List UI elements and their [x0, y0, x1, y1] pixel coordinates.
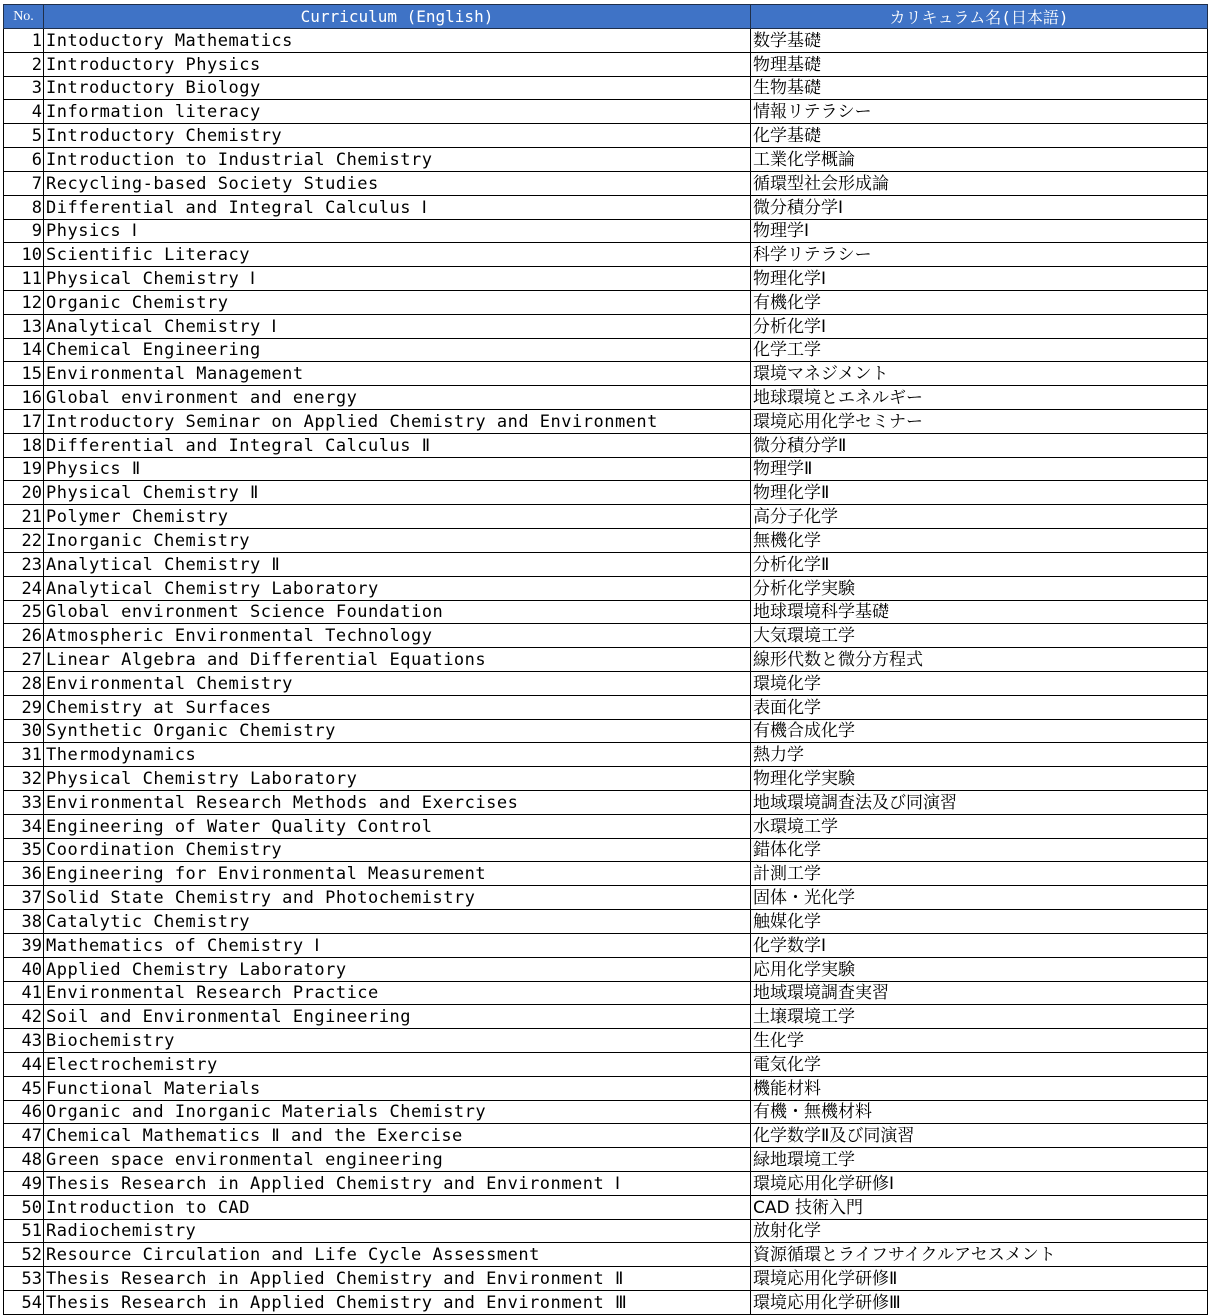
table-row — [4, 838, 1208, 862]
course-name-japanese: 分析化学Ⅰ — [751, 314, 1208, 338]
course-name-english: Inorganic Chemistry — [44, 529, 751, 553]
table-row — [4, 576, 1208, 600]
row-number: 46 — [4, 1100, 44, 1124]
course-name-japanese: 有機化学 — [751, 290, 1208, 314]
course-name-japanese: 地球環境科学基礎 — [751, 600, 1208, 624]
row-number: 47 — [4, 1124, 44, 1148]
course-name-english: Thesis Research in Applied Chemistry and Environment Ⅰ — [44, 1172, 751, 1196]
course-name-english: Organic Chemistry — [44, 290, 751, 314]
course-name-japanese: 無機化学 — [751, 529, 1208, 553]
table-row — [4, 505, 1208, 529]
course-name-japanese: 有機合成化学 — [751, 719, 1208, 743]
course-name-japanese: 分析化学実験 — [751, 576, 1208, 600]
row-number: 4 — [4, 100, 44, 124]
table-row — [4, 386, 1208, 410]
table-row — [4, 529, 1208, 553]
row-number: 10 — [4, 243, 44, 267]
course-name-english: Analytical Chemistry Ⅰ — [44, 314, 751, 338]
row-number: 21 — [4, 505, 44, 529]
table-row — [4, 338, 1208, 362]
row-number: 30 — [4, 719, 44, 743]
table-row — [4, 52, 1208, 76]
table-row — [4, 29, 1208, 53]
row-number: 31 — [4, 743, 44, 767]
course-name-japanese: 物理学Ⅰ — [751, 219, 1208, 243]
row-number: 52 — [4, 1243, 44, 1267]
table-row — [4, 100, 1208, 124]
table-row — [4, 695, 1208, 719]
course-name-japanese: 熱力学 — [751, 743, 1208, 767]
row-number: 37 — [4, 886, 44, 910]
row-number: 29 — [4, 695, 44, 719]
course-name-japanese: 計測工学 — [751, 862, 1208, 886]
table-row — [4, 1124, 1208, 1148]
table-header — [4, 5, 1208, 29]
row-number: 33 — [4, 791, 44, 815]
row-number: 48 — [4, 1148, 44, 1172]
row-number: 2 — [4, 52, 44, 76]
course-name-english: Introductory Chemistry — [44, 124, 751, 148]
table-row — [4, 314, 1208, 338]
course-name-japanese: 分析化学Ⅱ — [751, 552, 1208, 576]
row-number: 18 — [4, 433, 44, 457]
row-number: 9 — [4, 219, 44, 243]
course-name-english: Applied Chemistry Laboratory — [44, 957, 751, 981]
row-number: 16 — [4, 386, 44, 410]
course-name-english: Physics Ⅰ — [44, 219, 751, 243]
course-name-english: Differential and Integral Calculus Ⅱ — [44, 433, 751, 457]
row-number: 24 — [4, 576, 44, 600]
course-name-english: Physics Ⅱ — [44, 457, 751, 481]
course-name-english: Synthetic Organic Chemistry — [44, 719, 751, 743]
course-name-japanese: 地域環境調査法及び同演習 — [751, 791, 1208, 815]
row-number: 25 — [4, 600, 44, 624]
table-row — [4, 981, 1208, 1005]
course-name-english: Analytical Chemistry Laboratory — [44, 576, 751, 600]
course-name-japanese: 有機・無機材料 — [751, 1100, 1208, 1124]
row-number: 41 — [4, 981, 44, 1005]
course-name-japanese: 機能材料 — [751, 1076, 1208, 1100]
course-name-japanese: 物理化学Ⅰ — [751, 267, 1208, 291]
course-name-english: Global environment Science Foundation — [44, 600, 751, 624]
course-name-english: Radiochemistry — [44, 1219, 751, 1243]
row-number: 6 — [4, 148, 44, 172]
course-name-english: Physical Chemistry Ⅰ — [44, 267, 751, 291]
course-name-english: Analytical Chemistry Ⅱ — [44, 552, 751, 576]
course-name-japanese: 資源循環とライフサイクルアセスメント — [751, 1243, 1208, 1267]
course-name-english: Environmental Management — [44, 362, 751, 386]
header-japanese: カリキュラム名(日本語) — [751, 5, 1208, 29]
row-number: 42 — [4, 1005, 44, 1029]
course-name-japanese: 微分積分学Ⅱ — [751, 433, 1208, 457]
course-name-japanese: 環境応用化学セミナー — [751, 410, 1208, 434]
course-name-japanese: 循環型社会形成論 — [751, 171, 1208, 195]
course-name-english: Biochemistry — [44, 1029, 751, 1053]
table-row — [4, 410, 1208, 434]
row-number: 5 — [4, 124, 44, 148]
course-name-english: Introductory Physics — [44, 52, 751, 76]
course-name-english: Catalytic Chemistry — [44, 910, 751, 934]
course-name-english: Scientific Literacy — [44, 243, 751, 267]
row-number: 49 — [4, 1172, 44, 1196]
table-row — [4, 148, 1208, 172]
row-number: 22 — [4, 529, 44, 553]
table-row — [4, 1243, 1208, 1267]
table-row — [4, 1172, 1208, 1196]
course-name-english: Information literacy — [44, 100, 751, 124]
table-row — [4, 1005, 1208, 1029]
table-row — [4, 124, 1208, 148]
row-number: 54 — [4, 1291, 44, 1315]
course-name-english: Environmental Research Practice — [44, 981, 751, 1005]
course-name-english: Thermodynamics — [44, 743, 751, 767]
course-name-english: Electrochemistry — [44, 1052, 751, 1076]
course-name-english: Introductory Seminar on Applied Chemistry and Environment — [44, 410, 751, 434]
row-number: 28 — [4, 671, 44, 695]
table-row — [4, 290, 1208, 314]
row-number: 1 — [4, 29, 44, 53]
course-name-japanese: 数学基礎 — [751, 29, 1208, 53]
header-no: No. — [4, 5, 44, 29]
course-name-japanese: 線形代数と微分方程式 — [751, 648, 1208, 672]
row-number: 15 — [4, 362, 44, 386]
row-number: 23 — [4, 552, 44, 576]
course-name-japanese: 化学数学Ⅰ — [751, 933, 1208, 957]
row-number: 34 — [4, 814, 44, 838]
row-number: 20 — [4, 481, 44, 505]
course-name-english: Chemical Mathematics Ⅱ and the Exercise — [44, 1124, 751, 1148]
row-number: 43 — [4, 1029, 44, 1053]
row-number: 19 — [4, 457, 44, 481]
course-name-english: Environmental Chemistry — [44, 671, 751, 695]
course-name-japanese: 触媒化学 — [751, 910, 1208, 934]
table-row — [4, 648, 1208, 672]
row-number: 50 — [4, 1195, 44, 1219]
course-name-english: Intoductory Mathematics — [44, 29, 751, 53]
course-name-japanese: CAD 技術入門 — [751, 1195, 1208, 1219]
course-name-japanese: 環境応用化学研修Ⅱ — [751, 1267, 1208, 1291]
table-row — [4, 743, 1208, 767]
row-number: 12 — [4, 290, 44, 314]
course-name-japanese: 環境マネジメント — [751, 362, 1208, 386]
course-name-english: Atmospheric Environmental Technology — [44, 624, 751, 648]
course-name-english: Introduction to Industrial Chemistry — [44, 148, 751, 172]
table-row — [4, 362, 1208, 386]
course-name-english: Resource Circulation and Life Cycle Assessment — [44, 1243, 751, 1267]
course-name-english: Introductory Biology — [44, 76, 751, 100]
row-number: 39 — [4, 933, 44, 957]
table-row — [4, 195, 1208, 219]
curriculum-table — [3, 4, 1208, 1315]
course-name-japanese: 物理化学実験 — [751, 767, 1208, 791]
table-row — [4, 624, 1208, 648]
table-row — [4, 1267, 1208, 1291]
course-name-english: Physical Chemistry Ⅱ — [44, 481, 751, 505]
table-row — [4, 862, 1208, 886]
row-number: 51 — [4, 1219, 44, 1243]
table-row — [4, 1052, 1208, 1076]
course-name-japanese: 水環境工学 — [751, 814, 1208, 838]
table-row — [4, 433, 1208, 457]
table-row — [4, 933, 1208, 957]
course-name-japanese: 地球環境とエネルギー — [751, 386, 1208, 410]
table-row — [4, 267, 1208, 291]
table-row — [4, 171, 1208, 195]
course-name-english: Organic and Inorganic Materials Chemistry — [44, 1100, 751, 1124]
course-name-japanese: 環境応用化学研修Ⅰ — [751, 1172, 1208, 1196]
course-name-english: Coordination Chemistry — [44, 838, 751, 862]
course-name-japanese: 高分子化学 — [751, 505, 1208, 529]
row-number: 27 — [4, 648, 44, 672]
course-name-japanese: 微分積分学Ⅰ — [751, 195, 1208, 219]
course-name-english: Green space environmental engineering — [44, 1148, 751, 1172]
row-number: 36 — [4, 862, 44, 886]
course-name-japanese: 化学数学Ⅱ及び同演習 — [751, 1124, 1208, 1148]
header-english: Curriculum (English) — [44, 5, 751, 29]
course-name-japanese: 物理基礎 — [751, 52, 1208, 76]
row-number: 32 — [4, 767, 44, 791]
table-row — [4, 552, 1208, 576]
table-row — [4, 243, 1208, 267]
table-row — [4, 957, 1208, 981]
table-row — [4, 910, 1208, 934]
course-name-japanese: 地域環境調査実習 — [751, 981, 1208, 1005]
course-name-japanese: 環境化学 — [751, 671, 1208, 695]
course-name-japanese: 緑地環境工学 — [751, 1148, 1208, 1172]
course-name-english: Environmental Research Methods and Exercises — [44, 791, 751, 815]
course-name-english: Mathematics of Chemistry Ⅰ — [44, 933, 751, 957]
table-row — [4, 1291, 1208, 1315]
course-name-english: Global environment and energy — [44, 386, 751, 410]
table-row — [4, 1219, 1208, 1243]
row-number: 11 — [4, 267, 44, 291]
course-name-japanese: 電気化学 — [751, 1052, 1208, 1076]
row-number: 13 — [4, 314, 44, 338]
row-number: 45 — [4, 1076, 44, 1100]
table-row — [4, 1076, 1208, 1100]
course-name-japanese: 応用化学実験 — [751, 957, 1208, 981]
table-row — [4, 814, 1208, 838]
course-name-japanese: 物理学Ⅱ — [751, 457, 1208, 481]
course-name-japanese: 情報リテラシー — [751, 100, 1208, 124]
table-row — [4, 1195, 1208, 1219]
row-number: 26 — [4, 624, 44, 648]
table-row — [4, 457, 1208, 481]
row-number: 44 — [4, 1052, 44, 1076]
course-name-english: Physical Chemistry Laboratory — [44, 767, 751, 791]
table-row — [4, 600, 1208, 624]
table-row — [4, 219, 1208, 243]
table-row — [4, 76, 1208, 100]
course-name-english: Linear Algebra and Differential Equations — [44, 648, 751, 672]
course-name-japanese: 大気環境工学 — [751, 624, 1208, 648]
course-name-english: Chemical Engineering — [44, 338, 751, 362]
course-name-japanese: 表面化学 — [751, 695, 1208, 719]
course-name-japanese: 科学リテラシー — [751, 243, 1208, 267]
course-name-english: Chemistry at Surfaces — [44, 695, 751, 719]
course-name-english: Engineering of Water Quality Control — [44, 814, 751, 838]
row-number: 14 — [4, 338, 44, 362]
row-number: 40 — [4, 957, 44, 981]
course-name-japanese: 物理化学Ⅱ — [751, 481, 1208, 505]
course-name-japanese: 固体・光化学 — [751, 886, 1208, 910]
table-body — [4, 29, 1208, 1315]
course-name-japanese: 工業化学概論 — [751, 148, 1208, 172]
row-number: 3 — [4, 76, 44, 100]
table-row — [4, 481, 1208, 505]
row-number: 35 — [4, 838, 44, 862]
row-number: 53 — [4, 1267, 44, 1291]
table-row — [4, 886, 1208, 910]
course-name-english: Differential and Integral Calculus Ⅰ — [44, 195, 751, 219]
course-name-english: Recycling-based Society Studies — [44, 171, 751, 195]
row-number: 17 — [4, 410, 44, 434]
course-name-japanese: 生化学 — [751, 1029, 1208, 1053]
course-name-english: Introduction to CAD — [44, 1195, 751, 1219]
table-row — [4, 719, 1208, 743]
table-row — [4, 1029, 1208, 1053]
course-name-english: Thesis Research in Applied Chemistry and Environment Ⅲ — [44, 1291, 751, 1315]
table-row — [4, 1148, 1208, 1172]
course-name-english: Polymer Chemistry — [44, 505, 751, 529]
course-name-english: Functional Materials — [44, 1076, 751, 1100]
course-name-japanese: 化学工学 — [751, 338, 1208, 362]
row-number: 38 — [4, 910, 44, 934]
header-row — [4, 5, 1208, 29]
course-name-english: Soil and Environmental Engineering — [44, 1005, 751, 1029]
table-row — [4, 767, 1208, 791]
course-name-japanese: 生物基礎 — [751, 76, 1208, 100]
course-name-japanese: 環境応用化学研修Ⅲ — [751, 1291, 1208, 1315]
course-name-japanese: 錯体化学 — [751, 838, 1208, 862]
course-name-japanese: 放射化学 — [751, 1219, 1208, 1243]
table-row — [4, 791, 1208, 815]
course-name-japanese: 土壌環境工学 — [751, 1005, 1208, 1029]
course-name-japanese: 化学基礎 — [751, 124, 1208, 148]
course-name-english: Thesis Research in Applied Chemistry and Environment Ⅱ — [44, 1267, 751, 1291]
row-number: 7 — [4, 171, 44, 195]
course-name-english: Engineering for Environmental Measurement — [44, 862, 751, 886]
row-number: 8 — [4, 195, 44, 219]
table-row — [4, 671, 1208, 695]
course-name-english: Solid State Chemistry and Photochemistry — [44, 886, 751, 910]
table-row — [4, 1100, 1208, 1124]
